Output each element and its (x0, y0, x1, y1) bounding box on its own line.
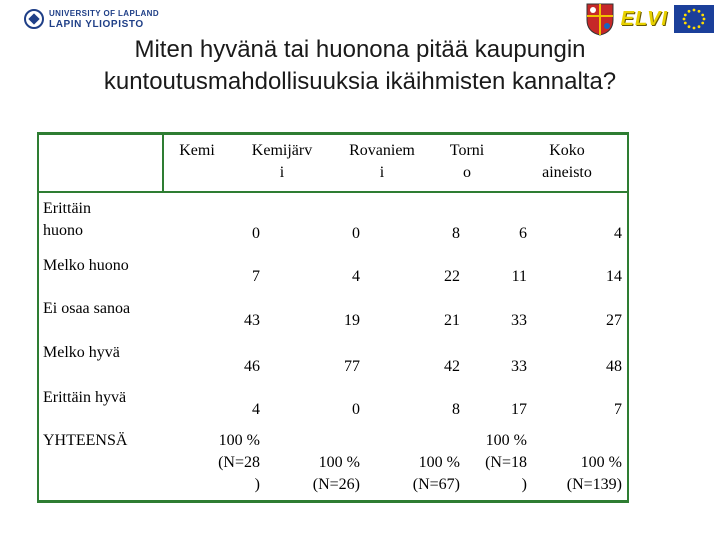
table-cell: 4 (352, 268, 360, 285)
table-bottom-rule (37, 500, 629, 503)
table-cell: 21 (444, 312, 460, 329)
column-header-kemijarvi: Kemijärv i (251, 142, 313, 181)
table-cell: 4 (614, 225, 622, 242)
column-header-tornio: Torni o (449, 142, 485, 181)
university-name-fi: LAPIN YLIOPISTO (49, 19, 144, 30)
total-cell-tornio: 100 % (N=18 ) (485, 432, 527, 493)
table-cell: 14 (606, 268, 622, 285)
row-label: Ei osaa sanoa (43, 300, 131, 317)
table-cell: 7 (614, 401, 622, 418)
table-top-rule (37, 132, 629, 135)
table-header-rule (37, 191, 629, 193)
row-label: Melko huono (43, 257, 129, 274)
title-line-2: kuntoutusmahdollisuuksia ikäihmisten kannalta? (103, 68, 617, 95)
total-cell-kemi: 100 % (N=28 ) (218, 432, 260, 493)
total-cell-kemijarvi: 100 % (N=26) (312, 454, 360, 493)
table-cell: 33 (511, 312, 527, 329)
total-cell-rovaniemi: 100 % (N=67) (412, 454, 460, 493)
table-cell: 19 (344, 312, 360, 329)
elvi-logo: ELVI (620, 7, 668, 30)
table-cell: 33 (511, 358, 527, 375)
table-cell: 6 (519, 225, 527, 242)
table-cell: 77 (344, 358, 360, 375)
total-row-label: YHTEENSÄ (43, 432, 128, 449)
table-cell: 22 (444, 268, 460, 285)
table-cell: 0 (252, 225, 260, 242)
title-line-1: Miten hyvänä tai huonona pitää kaupungin (134, 36, 586, 63)
table-cell: 4 (252, 401, 260, 418)
row-label: Erittäin hyvä (43, 389, 127, 406)
table-right-rule (627, 132, 629, 503)
table-cell: 48 (606, 358, 622, 375)
table-cell: 42 (444, 358, 460, 375)
column-header-koko-aineisto: Koko aineisto (542, 142, 592, 181)
table-cell: 0 (352, 225, 360, 242)
eu-flag-icon (674, 5, 714, 33)
university-name-en: UNIVERSITY OF LAPLAND (49, 9, 160, 18)
partner-logos (585, 2, 714, 36)
table-cell: 43 (244, 312, 260, 329)
slide-title (0, 34, 720, 98)
table-cell: 11 (511, 268, 527, 285)
table-cell: 7 (252, 268, 260, 285)
table-cell: 17 (511, 401, 527, 418)
table-cell: 46 (244, 358, 260, 375)
university-emblem-icon (24, 9, 44, 29)
results-table (37, 132, 629, 502)
table-left-rule (37, 132, 39, 503)
row-label: Erittäin huono (43, 200, 91, 239)
university-logo (24, 8, 159, 30)
total-cell-koko-aineisto: 100 % (N=139) (566, 454, 622, 493)
table-cell: 0 (352, 401, 360, 418)
coat-of-arms-icon (585, 2, 615, 36)
table-cell: 8 (452, 401, 460, 418)
table-cell: 8 (452, 225, 460, 242)
column-header-rovaniemi: Rovaniem i (349, 142, 415, 181)
column-header-kemi: Kemi (179, 142, 215, 159)
table-cell: 27 (606, 312, 622, 329)
row-label: Melko hyvä (43, 344, 120, 361)
